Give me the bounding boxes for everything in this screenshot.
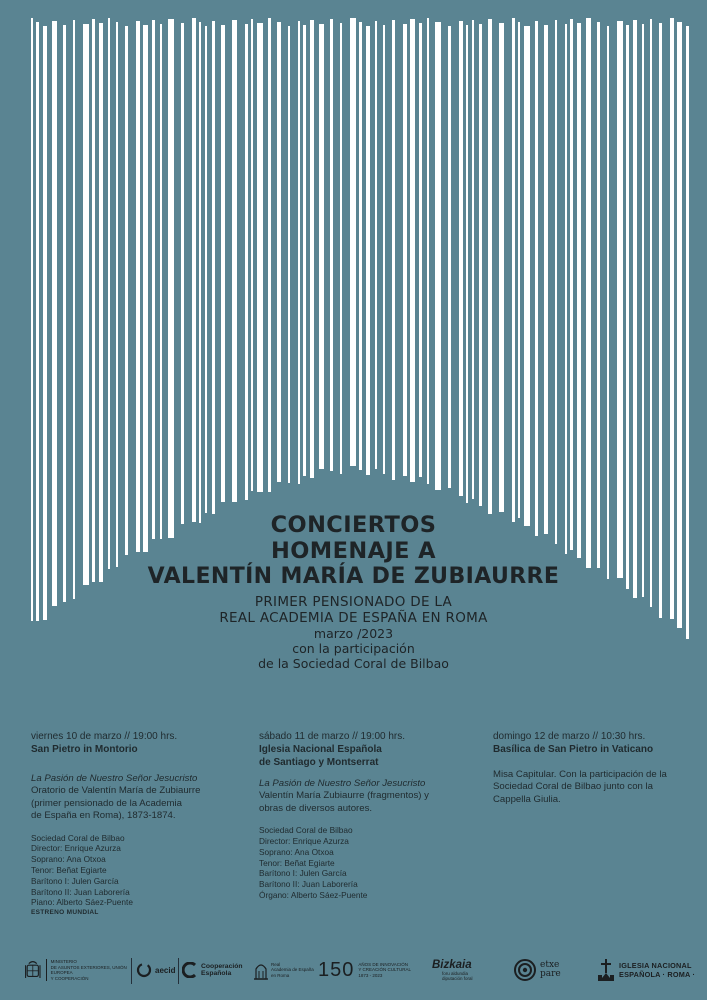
- title-block: [0, 512, 707, 671]
- iglesia-text: ESPAÑOLA · ROMA ·: [619, 970, 696, 979]
- academia-text: Real: [271, 961, 281, 967]
- iglesia-nacional-logo: [597, 950, 703, 990]
- barcode-bar: [319, 24, 324, 469]
- barcode-bar: [435, 22, 441, 490]
- work-description-line: Cappella Giulia.: [493, 793, 561, 805]
- barcode-bar: [518, 22, 520, 518]
- barcode-bar: [366, 26, 370, 475]
- title-line-2: HOMENAJE A: [271, 538, 436, 564]
- barcode-bar: [298, 21, 300, 484]
- barcode-bar: [92, 19, 95, 582]
- credit-line: Barítono I: Julen García: [31, 875, 119, 886]
- anniversary-150-logo: [318, 950, 418, 990]
- concert-column-1: [31, 730, 241, 918]
- logo-divider: [131, 958, 132, 984]
- credit-line: Sociedad Coral de Bilbao: [31, 832, 125, 843]
- bizkaia-logo: [432, 950, 492, 990]
- iglesia-text: IGLESIA NACIONAL: [619, 961, 692, 970]
- concert-column-3: [493, 730, 703, 806]
- barcode-bar: [340, 23, 342, 474]
- barcode-bar: [555, 20, 557, 544]
- barcode-bar: [83, 24, 89, 585]
- barcode-bar: [448, 26, 451, 488]
- credit-line: Tenor: Beñat Egiarte: [31, 865, 107, 876]
- concert-date: viernes 10 de marzo // 19:00 hrs.: [31, 731, 178, 742]
- subtitle-line-2: REAL ACADEMIA DE ESPAÑA EN ROMA: [219, 610, 488, 626]
- barcode-bar: [199, 22, 201, 523]
- work-description-line: de España en Roma), 1873-1874.: [31, 810, 176, 822]
- barcode-bar: [488, 19, 492, 514]
- etxepare-text: etxe: [540, 960, 560, 970]
- barcode-bar: [125, 26, 128, 555]
- barcode-bar: [544, 25, 548, 534]
- work-description-line: (primer pensionado de la Academia: [31, 797, 182, 809]
- credit-line: Barítono I: Julen García: [259, 868, 347, 879]
- credit-line: Barítono II: Juan Laborería: [31, 886, 130, 897]
- barcode-bar: [330, 19, 333, 471]
- bizkaia-text: Bizkaia: [432, 958, 472, 971]
- credit-line: Sociedad Coral de Bilbao: [259, 825, 353, 836]
- barcode-bar: [221, 25, 225, 502]
- anniversary-number: 150: [318, 958, 355, 981]
- barcode-bar: [359, 22, 362, 470]
- barcode-bar: [310, 20, 314, 478]
- work-description-line: Misa Capitular. Con la participación de la: [493, 769, 667, 780]
- barcode-bar: [257, 23, 263, 492]
- coat-of-arms-icon: [24, 956, 42, 984]
- work-title: La Pasión de Nuestro Señor Jesucristo: [31, 773, 198, 784]
- credit-line: Soprano: Ana Otxoa: [259, 846, 334, 857]
- credit-line: Órgano: Alberto Sáez-Puente: [259, 890, 368, 900]
- barcode-bar: [192, 18, 196, 522]
- barcode-bar: [597, 22, 600, 568]
- barcode-bar: [268, 18, 271, 492]
- cooperacion-icon: [182, 962, 198, 978]
- barcode-bar: [99, 23, 103, 582]
- credit-line: Piano: Alberto Sáez-Puente: [31, 897, 133, 908]
- credit-line: Director: Enrique Azurza: [31, 843, 121, 854]
- work-description-line: Valentín María Zubiaurre (fragmentos) y: [259, 790, 429, 802]
- barcode-bar: [143, 25, 148, 552]
- title-line-3: VALENTÍN MARÍA DE ZUBIAURRE: [147, 564, 560, 589]
- barcode-bar: [152, 20, 155, 539]
- concert-venue: de Santiago y Montserrat: [259, 757, 379, 768]
- barcode-bar: [626, 25, 629, 589]
- bizkaia-sub-text: diputación foral: [442, 976, 473, 981]
- concert-column-2: [259, 730, 474, 901]
- barcode-bar: [168, 19, 174, 538]
- barcode-bar: [633, 20, 637, 598]
- barcode-bar: [375, 21, 377, 469]
- sponsor-logos: [0, 950, 707, 990]
- concert-venue: Basílica de San Pietro in Vaticano: [493, 744, 654, 755]
- bizkaia-sub-text: foru aldundia: [442, 970, 469, 976]
- barcode-bar: [512, 18, 515, 522]
- participation-line-1: con la participación: [292, 641, 415, 656]
- credit-line: Tenor: Beñat Egiarte: [259, 857, 335, 868]
- aecid-logo: [136, 950, 176, 990]
- barcode-bar: [205, 26, 207, 513]
- barcode-bar: [524, 26, 530, 526]
- ministerio-text: MINISTERIO: [50, 959, 77, 964]
- credit-line: Barítono II: Juan Laborería: [259, 879, 358, 890]
- barcode-bar: [277, 22, 281, 482]
- barcode-bar: [410, 19, 415, 482]
- work-description-line: Oratorio de Valentín María de Zubiaurre: [31, 785, 201, 797]
- concert-date: domingo 12 de marzo // 10:30 hrs.: [493, 731, 646, 742]
- barcode-bar: [232, 20, 237, 502]
- barcode-bar: [570, 19, 573, 550]
- world-premiere-note: ESTRENO MUNDIAL: [31, 909, 99, 917]
- barcode-bar: [427, 18, 429, 484]
- anniversary-text: 1873 - 2023: [358, 972, 383, 978]
- barcode-bar: [245, 24, 248, 500]
- aecid-text: aecid: [155, 965, 176, 975]
- concert-venue: San Pietro in Montorio: [31, 744, 138, 755]
- academia-text: Academia de España: [271, 967, 314, 973]
- etxepare-logo: [513, 950, 573, 990]
- barcode-bar: [586, 18, 591, 568]
- barcode-bar: [607, 26, 609, 579]
- title-line-1: CONCIERTOS: [270, 512, 437, 538]
- barcode-bar: [403, 24, 407, 476]
- work-title: La Pasión de Nuestro Señor Jesucristo: [259, 778, 426, 789]
- anniversary-text: AÑOS DE INNOVACIÓN: [358, 961, 409, 967]
- barcode-bar: [466, 25, 468, 503]
- barcode-bar: [535, 21, 538, 536]
- barcode-bar: [303, 25, 306, 476]
- work-description-line: obras de diversos autores.: [259, 802, 373, 814]
- academia-building-icon: [254, 959, 268, 981]
- barcode-bar: [459, 21, 463, 496]
- aecid-icon: [136, 962, 152, 978]
- barcode-bar: [116, 22, 118, 567]
- barcode-bar: [288, 26, 290, 483]
- credit-line: Director: Enrique Azurza: [259, 836, 349, 847]
- barcode-bar: [181, 23, 184, 524]
- barcode-bar: [499, 23, 504, 512]
- barcode-bar: [419, 23, 422, 477]
- etxepare-text: pare: [540, 969, 561, 979]
- barcode-bar: [617, 21, 623, 578]
- subtitle-line-1: PRIMER PENSIONADO DE LA: [254, 594, 453, 610]
- cooperacion-text: Española: [201, 970, 232, 977]
- anniversary-text: Y CREACIÓN CULTURAL: [358, 967, 411, 973]
- barcode-bar: [212, 21, 215, 514]
- academia-espana-logo: [254, 950, 316, 990]
- ministerio-text: DE ASUNTOS EXTERIORES, UNIÓN EUROPEA: [50, 964, 127, 975]
- barcode-bar: [108, 18, 110, 569]
- barcode-bar: [160, 24, 162, 539]
- barcode-bar: [472, 20, 474, 499]
- participation-line-2: de la Sociedad Coral de Bilbao: [258, 656, 449, 671]
- cooperacion-text: Cooperación: [201, 962, 243, 970]
- barcode-bar: [251, 19, 253, 491]
- cross-emblem-icon: [597, 958, 615, 982]
- barcode-bar: [577, 23, 581, 558]
- work-description-line: Sociedad Coral de Bilbao junto con la: [493, 781, 654, 793]
- barcode-bar: [479, 24, 482, 506]
- barcode-bar: [392, 20, 395, 480]
- event-date: marzo /2023: [313, 626, 394, 641]
- etxepare-spiral-icon: [513, 958, 537, 982]
- barcode-bar: [136, 21, 140, 552]
- ministerio-logo: [24, 950, 130, 990]
- logo-divider: [178, 958, 179, 984]
- concert-date: sábado 11 de marzo // 19:00 hrs.: [259, 731, 406, 742]
- academia-text: en Roma: [271, 972, 290, 978]
- cooperacion-espanola-logo: [182, 950, 244, 990]
- concert-venue: Iglesia Nacional Española: [259, 744, 382, 755]
- barcode-bar: [565, 24, 567, 554]
- barcode-bar: [350, 18, 356, 466]
- barcode-bar: [383, 25, 385, 474]
- credit-line: Soprano: Ana Otxoa: [31, 854, 106, 865]
- ministerio-text: Y COOPERACIÓN: [50, 975, 89, 981]
